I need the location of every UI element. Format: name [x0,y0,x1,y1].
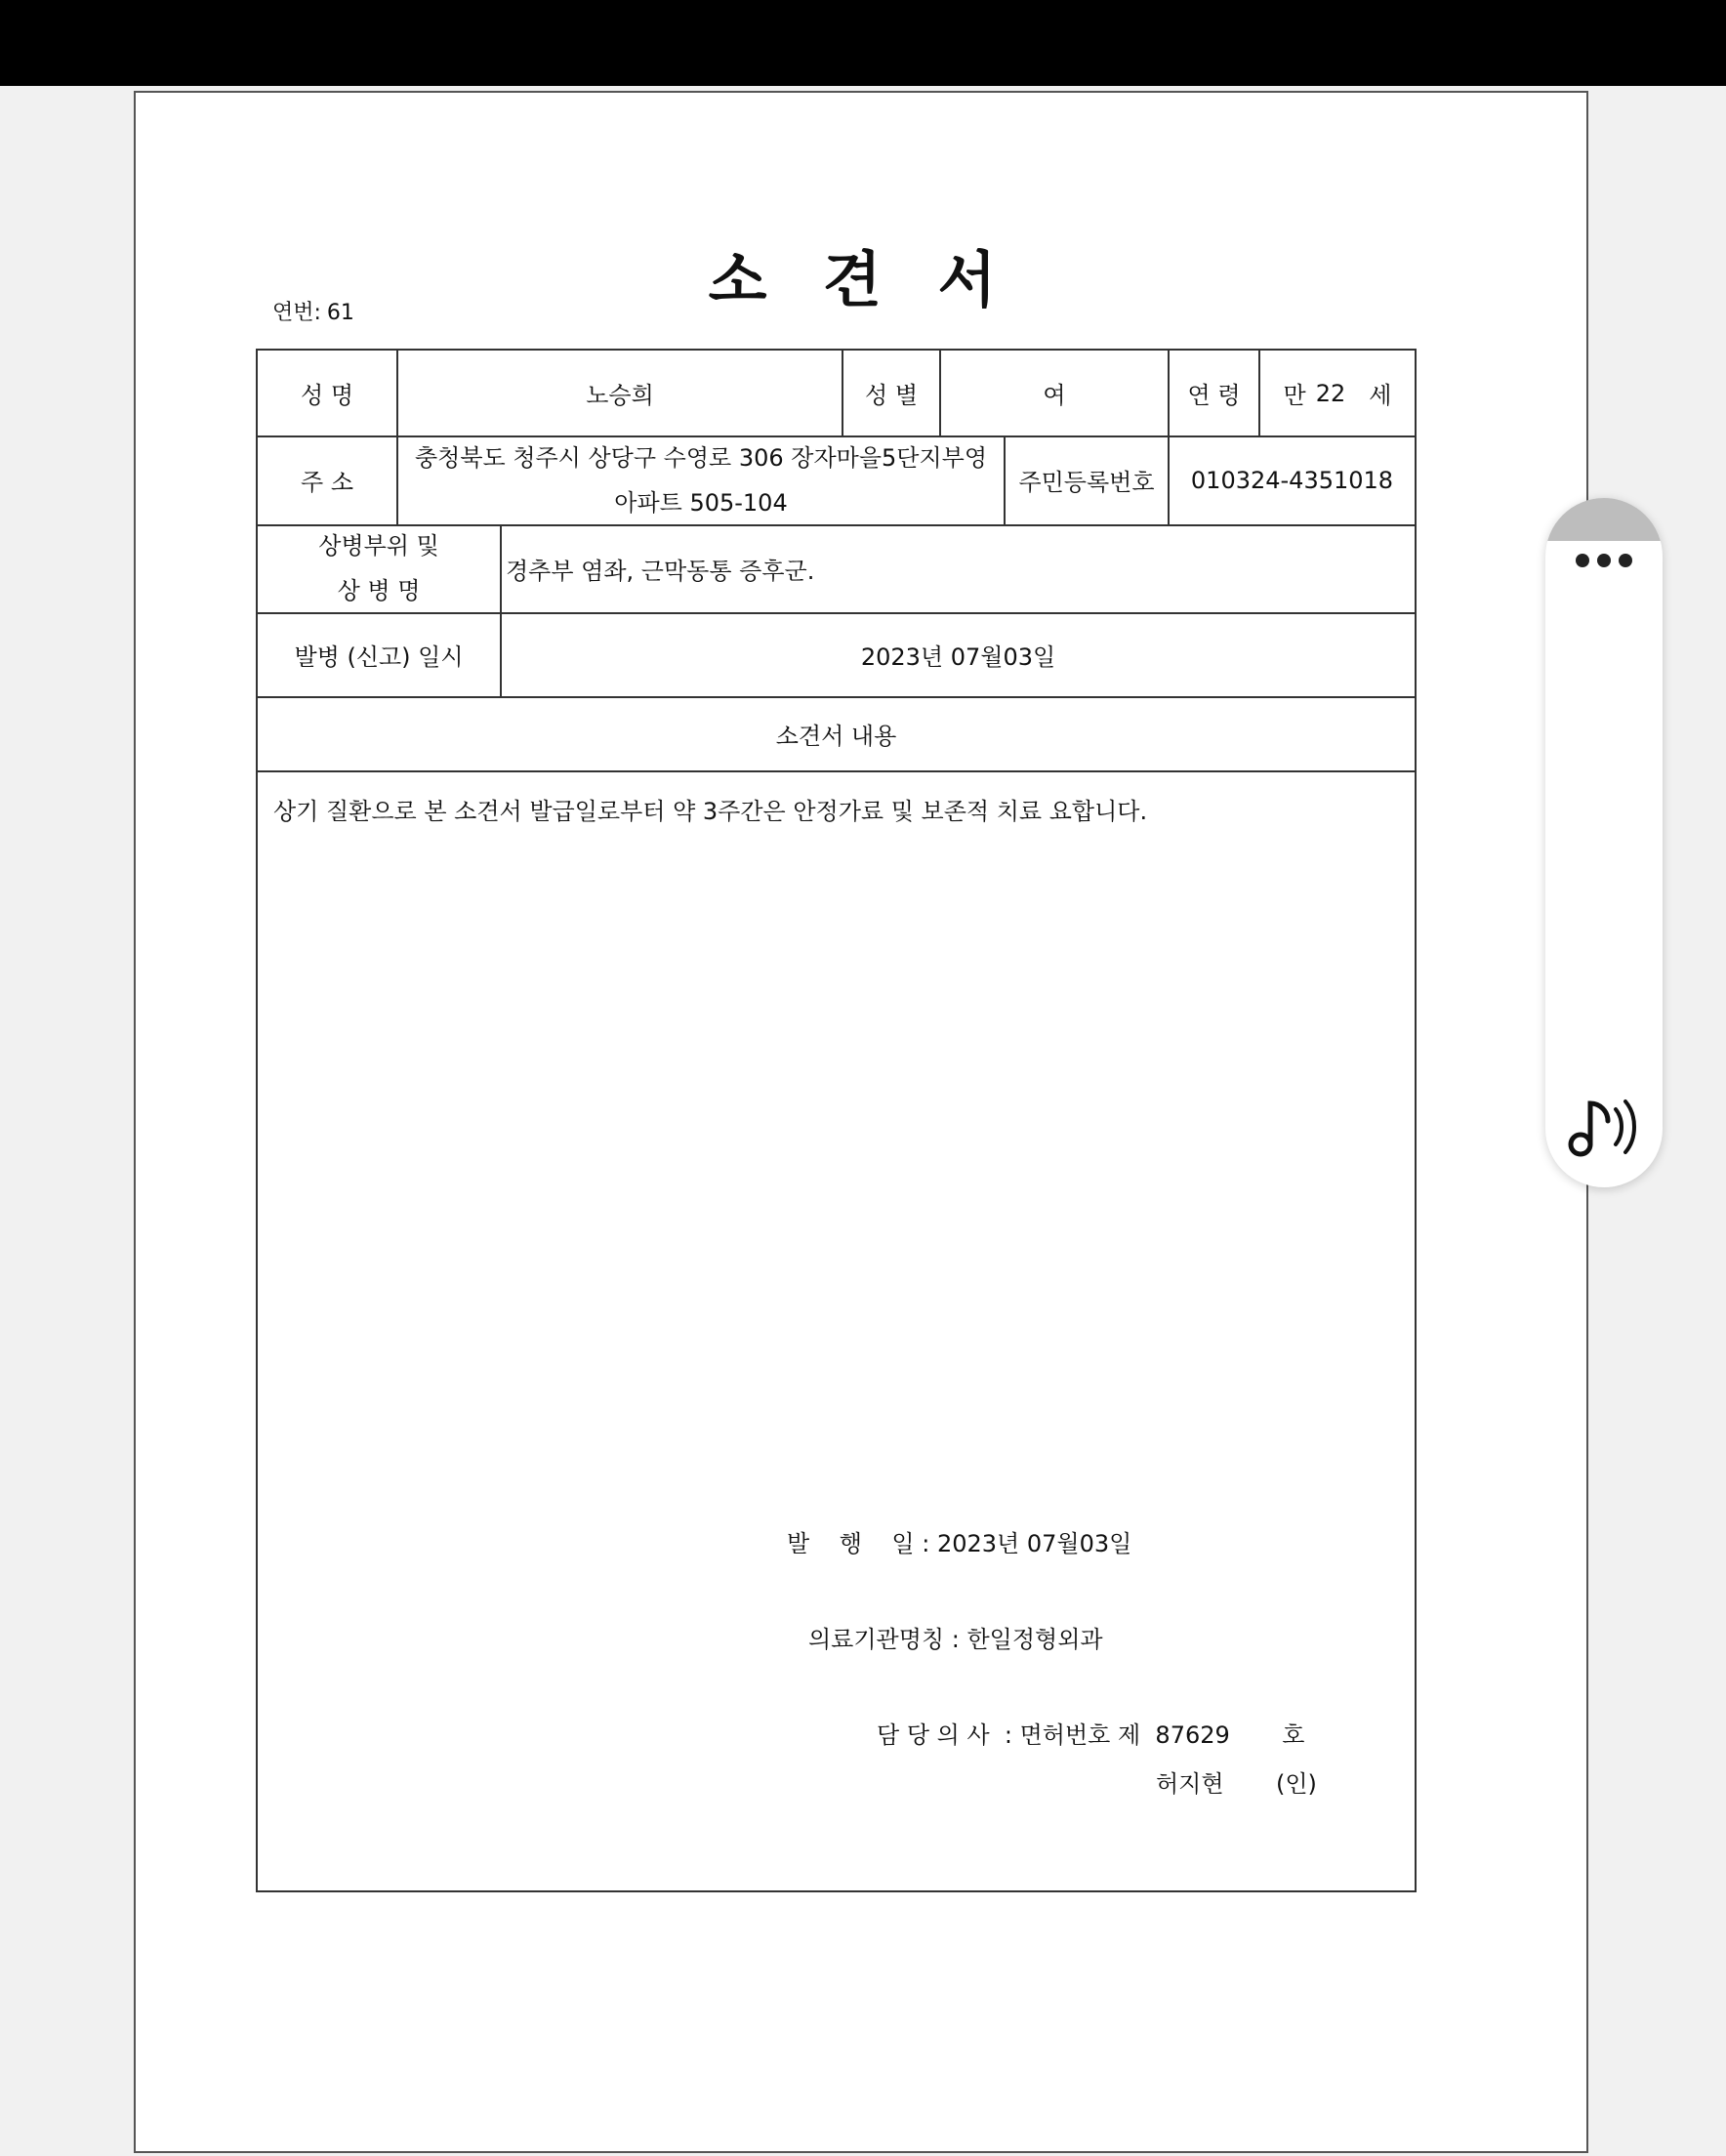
opinion-form-table [256,349,1417,1892]
sex-label: 성 별 [865,382,918,409]
patient-age [1260,351,1415,435]
doctor-row [877,1716,1304,1750]
name-label: 성 명 [301,382,353,409]
diagnosis-label-line-1: 상병부위 및 [318,532,439,560]
seal-mark: (인) [1275,1770,1317,1798]
institution-name: 한일정형외과 [966,1626,1103,1653]
onset-label: 발병 (신고) 일시 [294,643,464,671]
audio-read-aloud-icon[interactable] [1567,1094,1643,1160]
diagnosis-label-line-2: 상 병 명 [337,577,421,604]
serial-number [272,296,360,326]
address-line-2: 아파트 505-104 [614,488,788,517]
license-suffix: 호 [1282,1721,1305,1749]
issue-date-row [787,1524,1131,1558]
serial-value: 61 [326,301,354,325]
doctor-label: 담 당 의 사 : 면허번호 제 [877,1721,1141,1749]
opinion-header: 소견서 내용 [775,722,897,750]
patient-name: 노승희 [586,382,654,409]
floating-side-panel [1545,498,1663,1187]
patient-sex: 여 [1043,382,1066,409]
license-number: 87629 [1155,1721,1230,1749]
issue-date: 2023년 07월03일 [936,1530,1132,1557]
age-value: 22 [1315,379,1346,407]
serial-label: 연번: [272,301,321,325]
institution-label: 의료기관명칭 : [808,1626,960,1653]
document-title: 소 견 서 [708,244,1014,315]
opinion-content [258,772,1415,1890]
institution-row [808,1620,1103,1654]
doctor-name: 허지현 [1156,1770,1224,1798]
doctor-signature-row [1156,1764,1317,1799]
onset-date: 2023년 07월03일 [860,643,1056,671]
address-label: 주 소 [301,469,353,496]
address-line-1: 충청북도 청주시 상당구 수영로 306 장자마을5단지부영 [414,443,988,472]
age-suffix: 세 [1369,382,1392,409]
more-dots-icon[interactable] [1545,541,1663,580]
issue-date-label: 발 행 일 : [787,1530,930,1557]
top-bar [0,0,1726,86]
patient-address [398,435,1004,524]
rrn-label: 주민등록번호 [1018,469,1155,496]
diagnosis-value: 경추부 염좌, 근막동통 증후군. [506,557,815,585]
patient-rrn: 010324-4351018 [1190,466,1394,494]
document-page [134,91,1588,2153]
opinion-text: 상기 질환으로 본 소견서 발급일로부터 약 3주간은 안정가료 및 보존적 치료 요합니다. [273,798,1148,825]
age-prefix: 만 [1283,382,1306,409]
panel-grip[interactable] [1545,498,1663,541]
age-label: 연 령 [1187,382,1241,409]
diagnosis-label [258,524,500,612]
